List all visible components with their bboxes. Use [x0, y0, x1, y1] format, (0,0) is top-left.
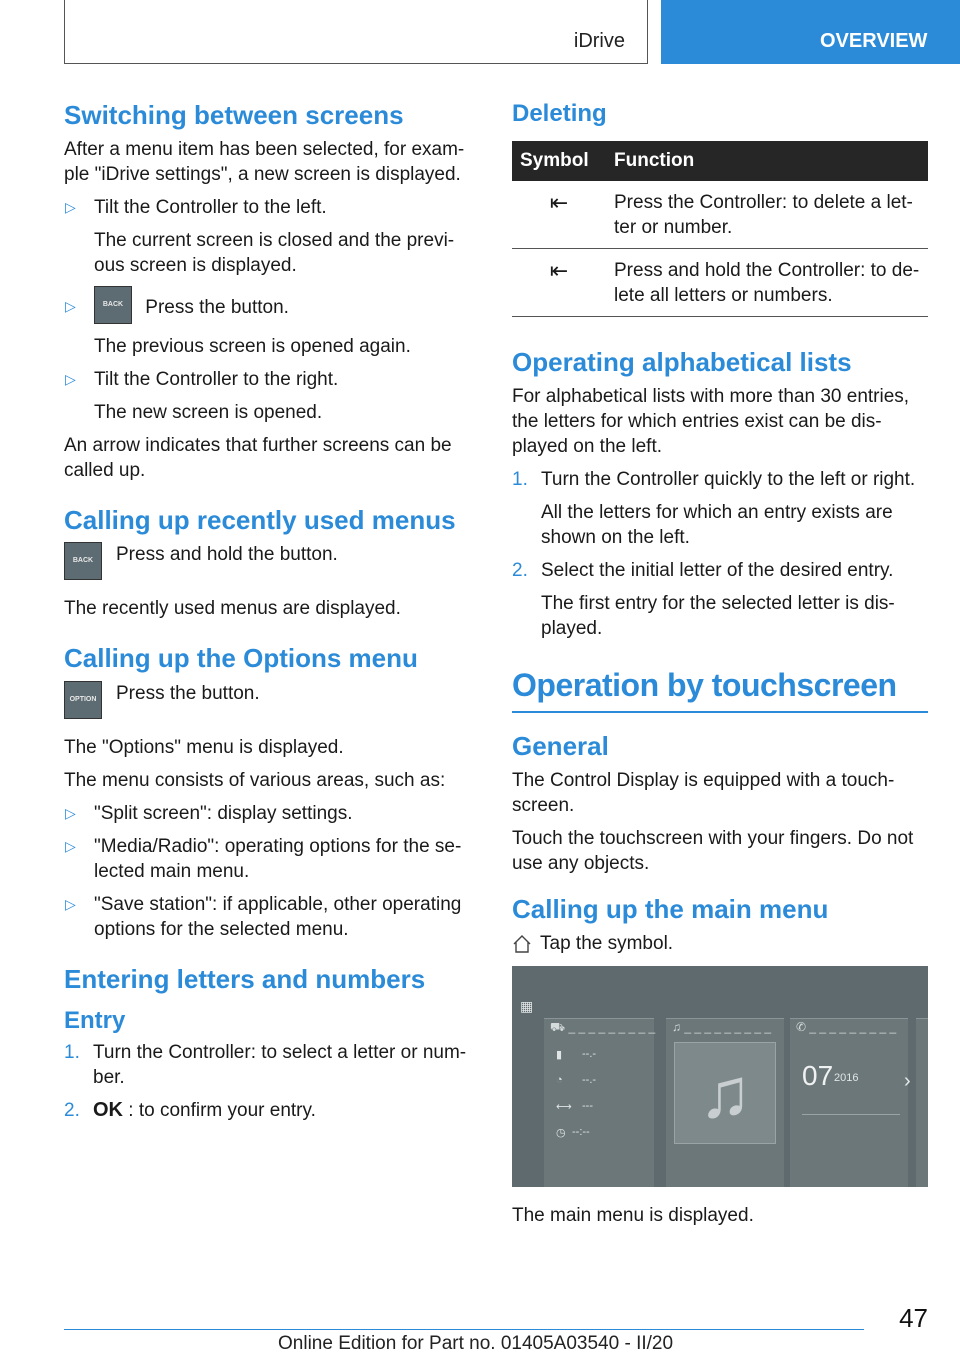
step-number: 1. [512, 468, 528, 490]
placeholder-dashes: _ _ _ _ _ _ _ _ _ [809, 1020, 897, 1035]
recent-menus-instruction-text: Press and hold the button. [116, 544, 338, 566]
tap-instruction [512, 931, 928, 956]
options-area-media-radio: "Media/Radio": operating options for the se‐lected main menu. [94, 835, 462, 882]
bullet-triangle-icon: ▷ [65, 298, 76, 315]
touchscreen-heading: Operation by touchscreen [512, 666, 897, 703]
options-area-save-station: "Save station": if applicable, other operating options for the selected menu. [94, 893, 462, 940]
header-chapter-tab [661, 0, 960, 64]
list-item [64, 801, 476, 826]
delete-function-2: Press and hold the Controller: to de‐lete all letters or numbers. [606, 248, 928, 316]
vehicle-value-1: --.- [582, 1048, 597, 1061]
chevron-right-icon: › [904, 1070, 911, 1093]
gauge-icon: ◔ [556, 1074, 563, 1087]
clock-icon: ◷ [556, 1127, 566, 1140]
vehicle-value-2: --.- [582, 1074, 597, 1087]
entry-heading: Entry [64, 1006, 126, 1034]
bullet-triangle-icon: ▷ [65, 804, 76, 821]
alpha-step-1: Turn the Controller quickly to the left or right. [541, 468, 916, 490]
delete-arrow-icon: ⇤ [512, 248, 606, 316]
menu-tile-next [916, 1018, 928, 1187]
switching-step-2-result: The previous screen is opened again. [94, 336, 411, 358]
delete-arrow-icon: ⇤ [512, 181, 606, 249]
menu-tile-communication [790, 1018, 908, 1187]
list-item [64, 367, 476, 392]
range-icon: ⟷ [556, 1101, 572, 1114]
recent-menus-instruction [64, 542, 476, 586]
date-day: 07 [802, 1060, 834, 1092]
divider [802, 1114, 900, 1115]
table-row [512, 181, 928, 249]
switching-outro: An arrow indicates that further screens can be called up. [64, 435, 452, 482]
list-item [64, 1040, 476, 1090]
placeholder-dashes: _ _ _ _ _ _ _ _ _ [568, 1020, 656, 1035]
deleting-table [512, 141, 928, 317]
bullet-triangle-icon: ▷ [65, 895, 76, 912]
fuel-icon: ▮ [556, 1049, 563, 1062]
bullet-triangle-icon: ▷ [65, 837, 76, 854]
placeholder-dashes: _ _ _ _ _ _ _ _ _ [684, 1020, 772, 1035]
back-button-icon: BACK [94, 286, 132, 324]
letters-numbers-heading: Entering letters and numbers [64, 963, 426, 994]
alphabetical-lists-intro: For alphabetical lists with more than 30 entries, the letters for which entries exist can be dis‐played on the left. [512, 385, 910, 457]
page-number: 47 [899, 1303, 928, 1333]
ok-symbol-icon: OK [93, 1098, 123, 1121]
options-menu-heading: Calling up the Options menu [64, 643, 418, 674]
switching-step-3: Tilt the Controller to the right. [94, 369, 339, 391]
header-section-box [64, 0, 648, 64]
music-note-icon: ♫ [672, 1020, 681, 1035]
alpha-step-1-result: All the letters for which an entry exists are shown on the left. [541, 501, 893, 548]
step-number: 2. [64, 1099, 80, 1121]
alphabetical-lists-heading: Operating alphabetical lists [512, 346, 852, 377]
date-year: 2016 [834, 1072, 859, 1085]
delete-function-1: Press the Controller: to delete a let‐ter or number. [606, 181, 928, 249]
option-button-icon: OPTION [64, 681, 102, 719]
bullet-triangle-icon: ▷ [65, 199, 76, 216]
list-item [64, 1098, 476, 1123]
options-menu-result: The "Options" menu is displayed. [64, 736, 344, 758]
footer-edition-text: Online Edition for Part no. 01405A03540 - II/20 [278, 1333, 674, 1354]
options-menu-instruction [64, 681, 476, 725]
general-paragraph-1: The Control Display is equipped with a touch‐screen. [512, 770, 895, 817]
menu-grid-icon: ▦ [520, 998, 534, 1015]
list-item [64, 195, 476, 220]
switching-intro: After a menu item has been selected, for exam‐ple "iDrive settings", a new screen is displayed. [64, 139, 465, 186]
alpha-step-2: Select the initial letter of the desired entry. [541, 559, 894, 581]
options-area-split-screen: "Split screen": display settings. [94, 802, 353, 824]
left-column [64, 100, 476, 1131]
list-item [64, 892, 476, 942]
back-button-icon: BACK [64, 542, 102, 580]
switching-heading: Switching between screens [64, 100, 404, 130]
menu-tile-media-label [672, 1020, 771, 1034]
switching-step-3-result: The new screen is opened. [94, 402, 323, 424]
options-menu-instruction-text: Press the button. [116, 682, 260, 704]
bullet-triangle-icon: ▷ [65, 371, 76, 388]
menu-tile-communication-label [796, 1020, 896, 1034]
recent-menus-heading: Calling up recently used menus [64, 505, 456, 536]
vehicle-value-4: --:-- [572, 1126, 590, 1139]
album-art-music-icon: ♫ [674, 1042, 776, 1144]
heading-rule [512, 711, 928, 713]
switching-step-1: Tilt the Controller to the left. [94, 197, 327, 219]
deleting-heading: Deleting [512, 100, 607, 127]
options-menu-areas-intro: The menu consists of various areas, such as: [64, 769, 446, 791]
general-paragraph-2: Touch the touchscreen with your fingers. Do not use any objects. [512, 828, 914, 875]
car-icon: ⛟ [550, 1020, 566, 1035]
right-column [512, 100, 928, 1236]
list-item [512, 558, 928, 583]
recent-menus-result: The recently used menus are displayed. [64, 598, 401, 620]
header-chapter-title: OVERVIEW [820, 30, 928, 52]
list-item [512, 467, 928, 492]
phone-icon: ✆ [796, 1020, 807, 1035]
list-item [64, 834, 476, 884]
table-header-function: Function [606, 141, 928, 181]
main-menu-screenshot [512, 966, 928, 1187]
list-item [64, 286, 476, 326]
step-number: 2. [512, 559, 528, 581]
header-section-title: iDrive [573, 30, 625, 52]
tap-instruction-text: Tap the symbol. [540, 933, 674, 955]
footer-rule [64, 1329, 864, 1330]
table-header-symbol: Symbol [512, 141, 606, 181]
main-menu-heading: Calling up the main menu [512, 894, 829, 925]
entry-step-2: : to confirm your entry. [128, 1099, 316, 1121]
table-header-row [512, 141, 928, 181]
switching-step-1-result: The current screen is closed and the previ‐ous screen is displayed. [94, 230, 455, 277]
general-heading: General [512, 730, 609, 761]
alpha-step-2-result: The first entry for the selected letter is dis‐played. [541, 592, 895, 639]
main-menu-caption: The main menu is displayed. [512, 1205, 754, 1227]
menu-tile-vehicle-label [550, 1020, 655, 1036]
vehicle-value-3: --- [582, 1100, 593, 1113]
entry-step-1: Turn the Controller: to select a letter or num‐ber. [93, 1041, 467, 1088]
home-icon [512, 934, 532, 954]
switching-step-2: Press the button. [145, 297, 289, 319]
table-row [512, 248, 928, 316]
step-number: 1. [64, 1041, 80, 1063]
